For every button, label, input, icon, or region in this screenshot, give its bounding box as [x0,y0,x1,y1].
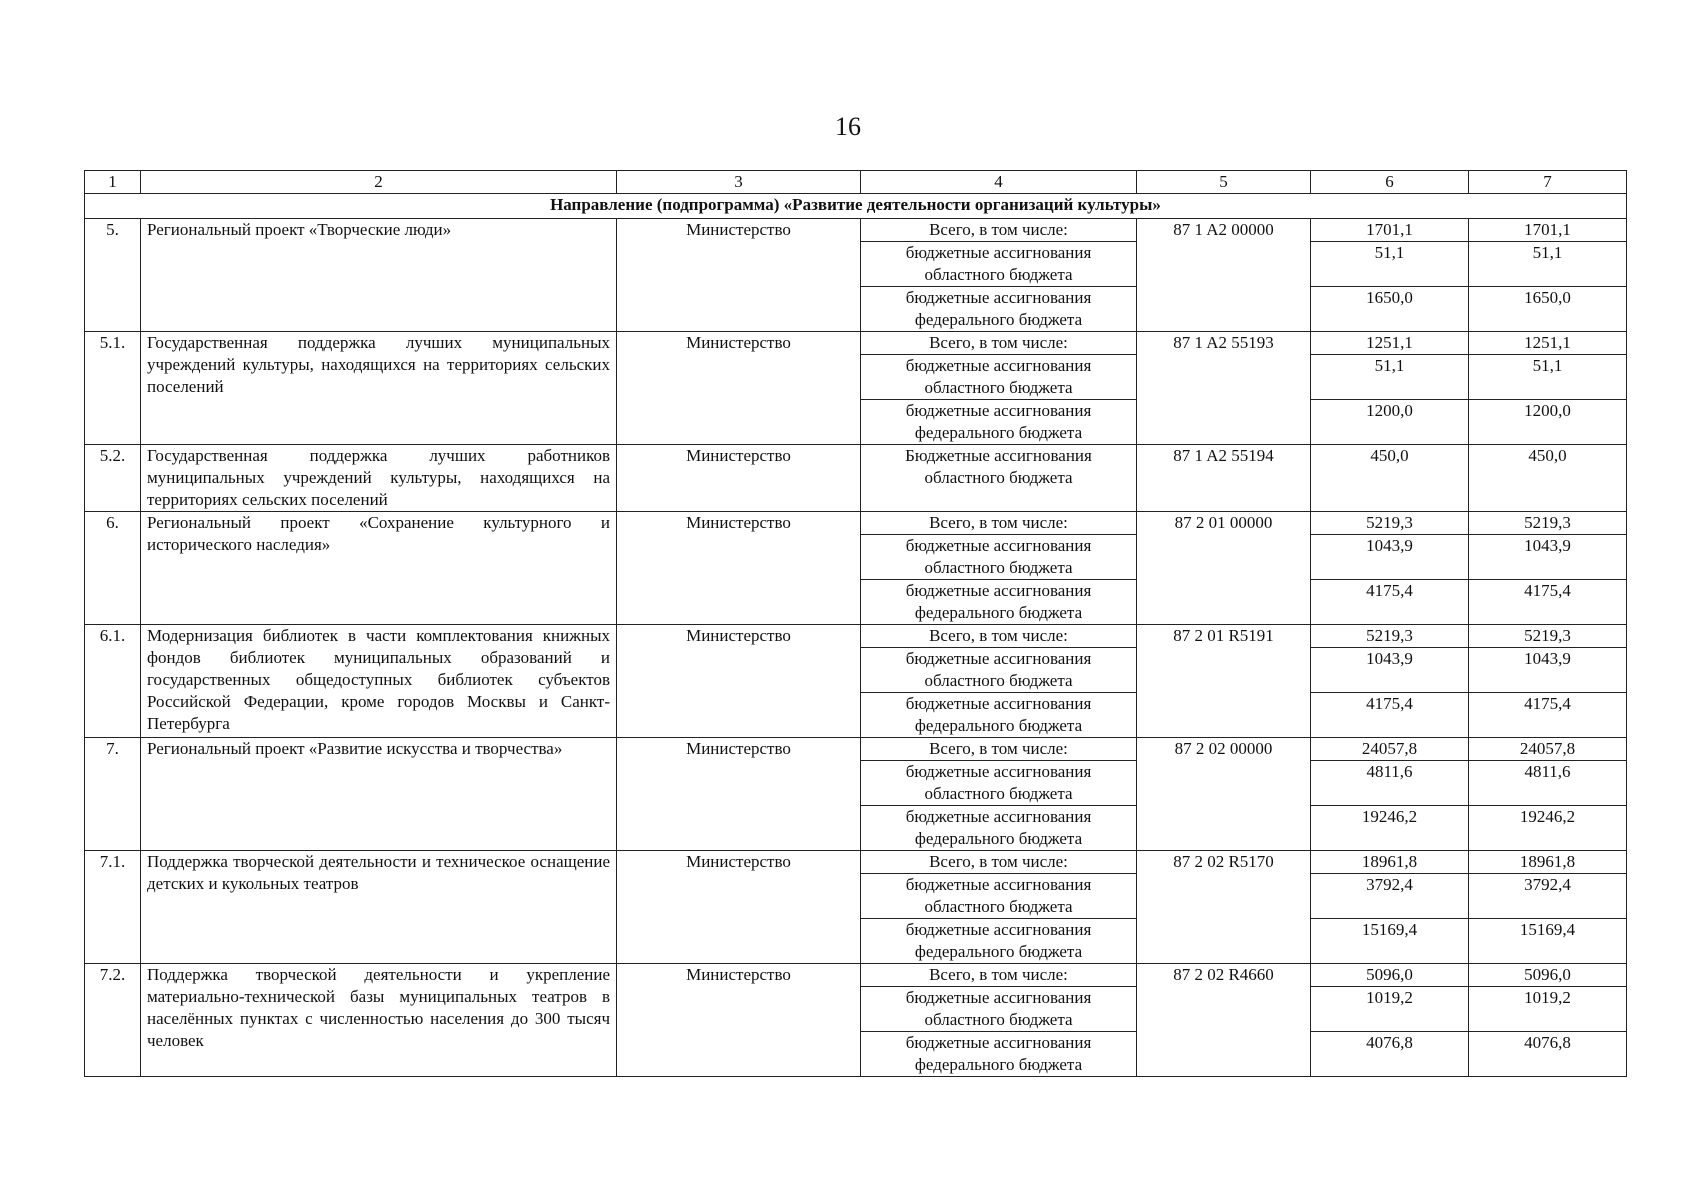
funding-source: бюджетные ассигнования областного бюджета [861,987,1137,1032]
funding-source: бюджетные ассигнования федерального бюджета [861,919,1137,964]
row-number: 7.1. [85,851,141,964]
funding-source: бюджетные ассигнования областного бюджета [861,874,1137,919]
amount-col7: 51,1 [1469,242,1627,287]
column-header: 5 [1137,171,1311,194]
column-header: 2 [141,171,617,194]
amount-col7: 1200,0 [1469,400,1627,445]
row-executor: Министерство [617,332,861,445]
amount-col7: 1043,9 [1469,648,1627,693]
funding-source: бюджетные ассигнования федерального бюджета [861,693,1137,738]
table-row [85,625,1627,648]
funding-source: Всего, в том числе: [861,625,1137,648]
funding-source: бюджетные ассигнования федерального бюджета [861,1032,1137,1077]
amount-col7: 3792,4 [1469,874,1627,919]
amount-col6: 5219,3 [1311,512,1469,535]
amount-col7: 4175,4 [1469,693,1627,738]
row-number: 6. [85,512,141,625]
amount-col6: 19246,2 [1311,806,1469,851]
row-executor: Министерство [617,738,861,851]
budget-code: 87 1 A2 55194 [1137,445,1311,512]
funding-source: Всего, в том числе: [861,512,1137,535]
table-row [85,445,1627,512]
amount-col6: 4811,6 [1311,761,1469,806]
row-executor: Министерство [617,445,861,512]
amount-col6: 51,1 [1311,242,1469,287]
amount-col6: 51,1 [1311,355,1469,400]
row-executor: Министерство [617,964,861,1077]
amount-col6: 450,0 [1311,445,1469,512]
funding-source: Всего, в том числе: [861,964,1137,987]
funding-source: бюджетные ассигнования федерального бюджета [861,806,1137,851]
row-executor: Министерство [617,219,861,332]
amount-col7: 1650,0 [1469,287,1627,332]
amount-col7: 18961,8 [1469,851,1627,874]
amount-col7: 1701,1 [1469,219,1627,242]
row-name: Региональный проект «Развитие искусства и творчества» [141,738,617,851]
amount-col7: 5219,3 [1469,512,1627,535]
amount-col7: 4175,4 [1469,580,1627,625]
amount-col6: 1251,1 [1311,332,1469,355]
budget-code: 87 2 01 00000 [1137,512,1311,625]
column-header: 7 [1469,171,1627,194]
row-name: Поддержка творческой деятельности и укрепление материально-технической базы муниципальных театров в населённых пунктах с численностью населения до 300 тысяч человек [141,964,617,1077]
table-row [85,512,1627,535]
budget-code: 87 1 A2 00000 [1137,219,1311,332]
row-executor: Министерство [617,512,861,625]
row-executor: Министерство [617,625,861,738]
amount-col7: 5219,3 [1469,625,1627,648]
funding-source: бюджетные ассигнования областного бюджета [861,242,1137,287]
table-row [85,851,1627,874]
column-header: 1 [85,171,141,194]
amount-col7: 24057,8 [1469,738,1627,761]
budget-table [84,170,1627,1077]
amount-col6: 18961,8 [1311,851,1469,874]
row-name: Государственная поддержка лучших муниципальных учреждений культуры, находящихся на территориях сельских поселений [141,332,617,445]
funding-source: Всего, в том числе: [861,738,1137,761]
row-executor: Министерство [617,851,861,964]
row-name: Модернизация библиотек в части комплектования книжных фондов библиотек муниципальных образований и государственных общедоступных библиотек субъектов Российской Федерации, кроме городов Москвы и Санкт-Петербурга [141,625,617,738]
row-number: 5.2. [85,445,141,512]
table-body [85,194,1627,1077]
budget-code: 87 2 02 00000 [1137,738,1311,851]
amount-col7: 4076,8 [1469,1032,1627,1077]
row-number: 7.2. [85,964,141,1077]
funding-source: бюджетные ассигнования федерального бюджета [861,580,1137,625]
row-number: 5.1. [85,332,141,445]
amount-col6: 4175,4 [1311,693,1469,738]
table-row [85,332,1627,355]
amount-col7: 15169,4 [1469,919,1627,964]
column-header: 6 [1311,171,1469,194]
row-name: Региональный проект «Творческие люди» [141,219,617,332]
amount-col7: 450,0 [1469,445,1627,512]
amount-col7: 4811,6 [1469,761,1627,806]
section-title: Направление (подпрограмма) «Развитие деятельности организаций культуры» [85,194,1627,219]
row-number: 7. [85,738,141,851]
table-row [85,964,1627,987]
funding-source: бюджетные ассигнования федерального бюджета [861,400,1137,445]
funding-source: бюджетные ассигнования областного бюджета [861,355,1137,400]
amount-col6: 1200,0 [1311,400,1469,445]
amount-col6: 3792,4 [1311,874,1469,919]
funding-source: Всего, в том числе: [861,332,1137,355]
funding-source: бюджетные ассигнования федерального бюджета [861,287,1137,332]
row-name: Государственная поддержка лучших работников муниципальных учреждений культуры, находящихся на территориях сельских поселений [141,445,617,512]
table-row [85,738,1627,761]
amount-col6: 15169,4 [1311,919,1469,964]
row-name: Поддержка творческой деятельности и техническое оснащение детских и кукольных театров [141,851,617,964]
budget-code: 87 2 02 R4660 [1137,964,1311,1077]
budget-code: 87 1 A2 55193 [1137,332,1311,445]
amount-col7: 19246,2 [1469,806,1627,851]
amount-col7: 1019,2 [1469,987,1627,1032]
amount-col6: 1701,1 [1311,219,1469,242]
amount-col7: 51,1 [1469,355,1627,400]
amount-col6: 1043,9 [1311,648,1469,693]
amount-col6: 4076,8 [1311,1032,1469,1077]
row-number: 5. [85,219,141,332]
amount-col7: 1251,1 [1469,332,1627,355]
budget-code: 87 2 01 R5191 [1137,625,1311,738]
funding-source: Всего, в том числе: [861,219,1137,242]
page-number: 16 [835,112,861,141]
table-row [85,219,1627,242]
amount-col6: 5096,0 [1311,964,1469,987]
funding-source: Бюджетные ассигнования областного бюджета [861,445,1137,512]
amount-col7: 1043,9 [1469,535,1627,580]
amount-col7: 5096,0 [1469,964,1627,987]
amount-col6: 4175,4 [1311,580,1469,625]
amount-col6: 24057,8 [1311,738,1469,761]
funding-source: Всего, в том числе: [861,851,1137,874]
table-header [85,171,1627,194]
column-header: 3 [617,171,861,194]
row-number: 6.1. [85,625,141,738]
funding-source: бюджетные ассигнования областного бюджета [861,648,1137,693]
amount-col6: 1650,0 [1311,287,1469,332]
column-header: 4 [861,171,1137,194]
row-name: Региональный проект «Сохранение культурного и исторического наследия» [141,512,617,625]
amount-col6: 1019,2 [1311,987,1469,1032]
amount-col6: 1043,9 [1311,535,1469,580]
funding-source: бюджетные ассигнования областного бюджета [861,761,1137,806]
funding-source: бюджетные ассигнования областного бюджета [861,535,1137,580]
amount-col6: 5219,3 [1311,625,1469,648]
budget-code: 87 2 02 R5170 [1137,851,1311,964]
